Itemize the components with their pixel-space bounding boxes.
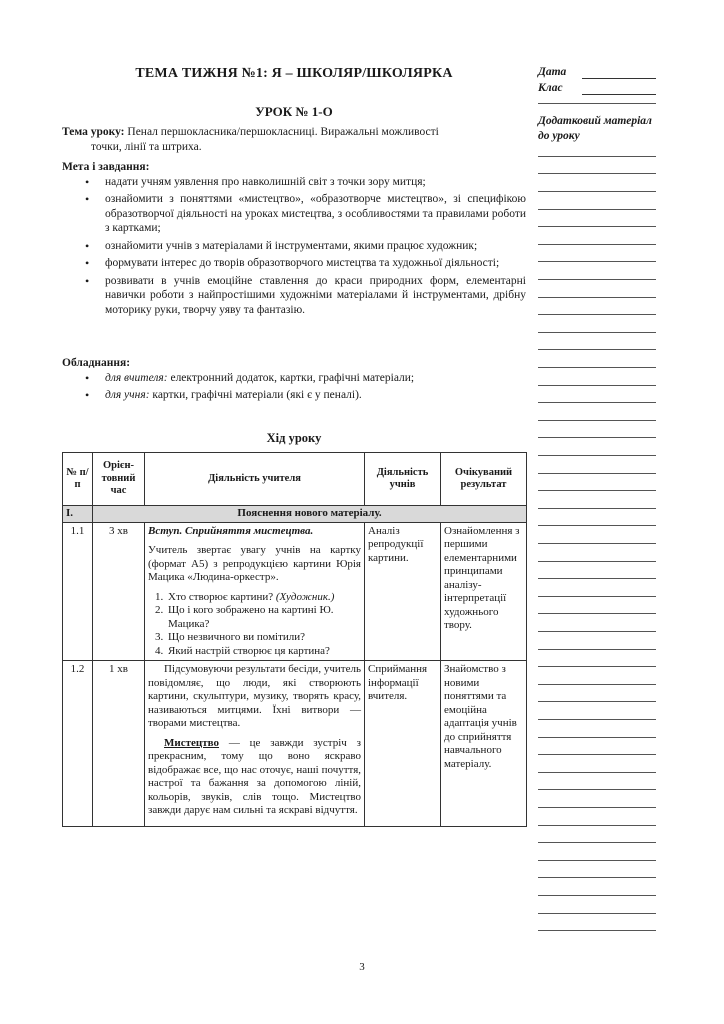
definition-term: Мистецтво: [164, 736, 219, 749]
note-line: [538, 349, 656, 350]
expected-result: Знайомство з новими поняттями та емоційна адаптація учнів до сприйняття навчального матеріалу.: [441, 661, 527, 827]
note-line: [538, 297, 656, 298]
progress-title: Хід уроку: [266, 431, 322, 445]
table-header-row: [63, 453, 527, 506]
row-time: 1 хв: [93, 661, 145, 827]
topic-label: Тема уроку:: [62, 126, 125, 138]
class-label: Клас: [538, 82, 563, 94]
note-line: [538, 103, 656, 104]
note-line: [538, 279, 656, 280]
note-line: [538, 332, 656, 333]
lesson-goals: [62, 160, 526, 320]
note-line: [538, 666, 656, 667]
note-line: [538, 420, 656, 421]
note-line: [538, 455, 656, 456]
note-line: [538, 913, 656, 914]
note-line: [538, 261, 656, 262]
list-item: [166, 591, 361, 605]
note-line: [538, 825, 656, 826]
note-line: [538, 737, 656, 738]
col-header-result: Очікуваний результат: [441, 453, 527, 506]
note-line: [538, 226, 656, 227]
note-line: [538, 684, 656, 685]
note-line: [538, 156, 656, 157]
note-line: [538, 719, 656, 720]
activity-text: Підсумовуючи результати бесіди, учитель повідомляє, що люди, які створюють картини, скульптури, музику, творять красу, називаються митцями. Їхні витвори — творами мистецтва.: [148, 663, 361, 729]
equipment-what: електронний додаток, картки, графічні матеріали;: [170, 371, 415, 384]
row-num: 1.1: [63, 522, 93, 661]
section-num: I.: [63, 506, 93, 523]
note-line: [538, 508, 656, 509]
lesson-table: [62, 452, 527, 827]
note-line: [538, 473, 656, 474]
note-line: [538, 209, 656, 210]
list-item: 2. Що і кого зображено на картині Ю. Мацика?: [166, 604, 361, 631]
note-line: [538, 772, 656, 773]
question-text: Хто створює картини?: [168, 590, 274, 603]
row-num: 1.2: [63, 661, 93, 827]
equipment-who: для учня:: [105, 389, 150, 401]
teacher-activity: [145, 661, 365, 827]
equipment-what: картки, графічні матеріали (які є у пеналі).: [152, 389, 362, 401]
row-time: 3 хв: [93, 522, 145, 661]
note-line: [538, 314, 656, 315]
col-header-students: Діяльність учнів: [365, 453, 441, 506]
question-note: (Художник.): [275, 590, 335, 603]
note-line: [538, 578, 656, 579]
list-item: 4. Який настрій створює ця картина?: [166, 645, 361, 659]
activity-intro: Вступ. Сприйняття мистецтва.: [148, 524, 314, 537]
list-item: • ознайомити учнів з матеріалами й інструментами, якими працює художник;: [62, 239, 526, 254]
list-item: • формувати інтерес до творів образотворчого мистецтва та художньої діяльності;: [62, 256, 526, 271]
list-item: • надати учням уявлення про навколишній світ з точки зору митця;: [62, 175, 526, 190]
list-item: • розвивати в учнів емоційне ставлення до краси природних форм, елементарні навички роботи з найпростішими художніми матеріалами й інструментами, дрібну моторику руки, творчу уяву та фантазію.: [62, 274, 526, 318]
equipment-list: [62, 371, 526, 403]
note-line: [538, 525, 656, 526]
note-line: [538, 561, 656, 562]
page-number: 3: [359, 961, 365, 973]
lesson-equipment: [62, 356, 526, 406]
note-line: [538, 191, 656, 192]
question-list: [148, 591, 361, 659]
students-activity: Аналіз репродукції картини.: [365, 522, 441, 661]
class-field: [538, 82, 563, 94]
date-field: [538, 66, 566, 78]
extra-material-label: Додатковий матеріал до уроку: [538, 115, 652, 142]
list-item: [62, 388, 526, 403]
goals-list: [62, 175, 526, 318]
activity-text: Учитель звертає увагу учнів на картку (формат А5) з репродукцією картини Юрія Мацика «Людина-оркестр».: [148, 544, 361, 583]
note-line: [538, 367, 656, 368]
note-line: [538, 402, 656, 403]
note-line: [538, 701, 656, 702]
teacher-activity: [145, 522, 365, 661]
definition-text: — це завжди зустріч з прекрасним, тому що воно яскраво відображає все, що нас оточує, наші почуття, настрої та бажання за допомогою ліній, кольорів, звуків, слів тощо. Мистецтво завжди дарує нам сильні та яскраві відчуття.: [148, 736, 361, 816]
lesson-topic: [62, 125, 526, 154]
expected-result: Ознайомлення з першими елементарними принципами аналізу-інтерпретації художнього твору.: [441, 522, 527, 661]
note-line: [538, 631, 656, 632]
table-row: [63, 661, 527, 827]
note-line: [538, 543, 656, 544]
col-header-time: Орієн-товний час: [93, 453, 145, 506]
theme-title: ТЕМА ТИЖНЯ №1: Я – ШКОЛЯР/ШКОЛЯРКА: [135, 66, 453, 81]
date-line[interactable]: [582, 66, 656, 79]
note-line: [538, 596, 656, 597]
note-line: [538, 490, 656, 491]
note-line: [538, 807, 656, 808]
note-line: [538, 860, 656, 861]
section-row: [63, 506, 527, 523]
col-header-num: № п/п: [63, 453, 93, 506]
note-line: [538, 385, 656, 386]
note-line: [538, 613, 656, 614]
col-header-teacher: Діяльність учителя: [145, 453, 365, 506]
note-line: [538, 930, 656, 931]
note-line: [538, 895, 656, 896]
equipment-label: Обладнання:: [62, 357, 131, 369]
goals-label: Мета і завдання:: [62, 161, 150, 173]
lesson-title: УРОК № 1-О: [255, 104, 333, 119]
topic-text-cont: точки, лінії та штриха.: [91, 140, 202, 153]
note-line: [538, 842, 656, 843]
list-item: • ознайомити з поняттями «мистецтво», «образотворче мистецтво», зі специфікою образотворчої діяльності на уроках мистецтва, з особливостями та правилами роботи з картками;: [62, 192, 526, 236]
topic-text: Пенал першокласника/першокласниці. Виражальні можливості: [127, 126, 439, 138]
list-item: [62, 371, 526, 386]
note-line: [538, 437, 656, 438]
definition-paragraph: [148, 737, 361, 818]
note-line: [538, 754, 656, 755]
note-line: [538, 877, 656, 878]
note-line: [538, 649, 656, 650]
class-line[interactable]: [582, 82, 656, 95]
equipment-who: для вчителя:: [105, 371, 168, 384]
table-row: [63, 522, 527, 661]
date-label: Дата: [538, 66, 567, 78]
note-line: [538, 244, 656, 245]
section-title: Пояснення нового матеріалу.: [93, 506, 527, 523]
note-line: [538, 789, 656, 790]
students-activity: Сприймання інформації вчителя.: [365, 661, 441, 827]
note-line: [538, 173, 656, 174]
list-item: 3. Що незвичного ви помітили?: [166, 631, 361, 645]
